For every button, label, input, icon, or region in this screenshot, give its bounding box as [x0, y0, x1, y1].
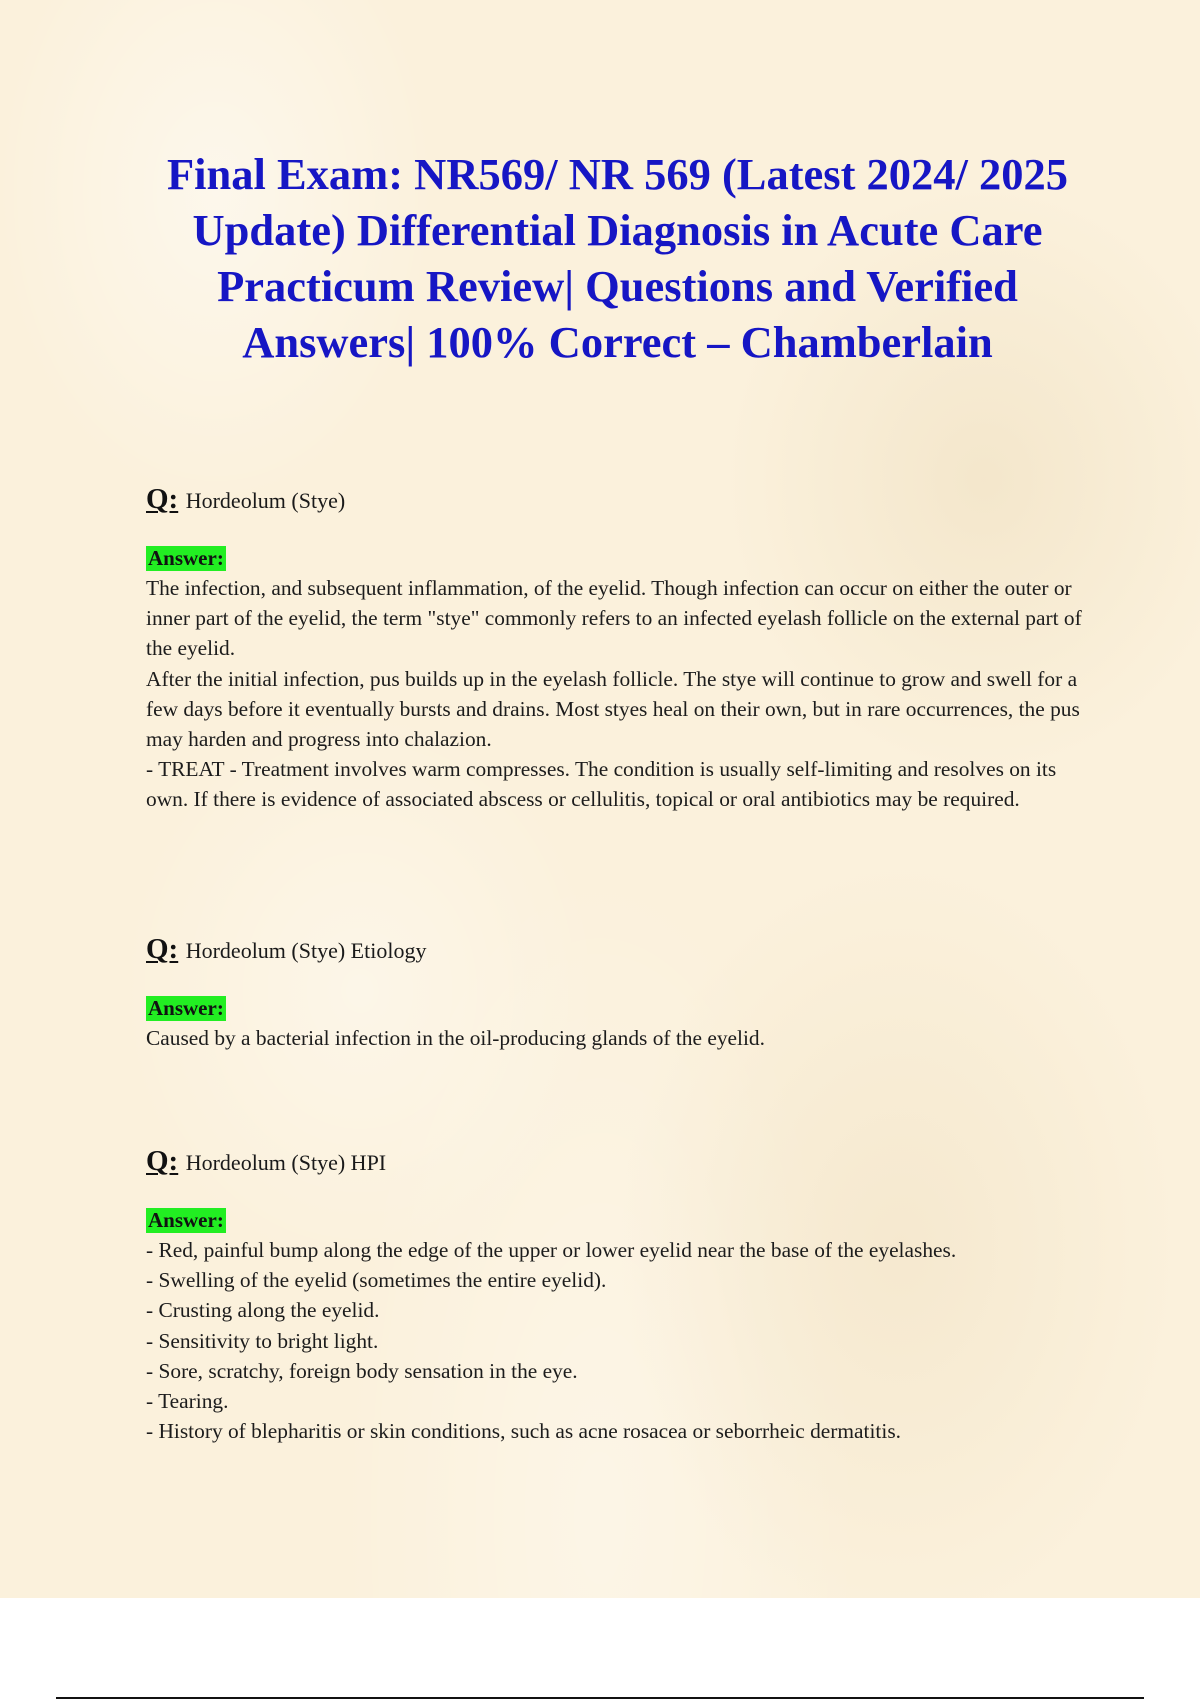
question-label: Q:	[146, 1145, 179, 1177]
answer-label: Answer:	[148, 996, 224, 1020]
answer-text: Caused by a bacterial infection in the oil-producing glands of the eyelid.	[146, 1026, 765, 1050]
question-line	[146, 934, 1086, 966]
answer-label: Answer:	[148, 1208, 224, 1232]
qa-item	[146, 484, 1086, 815]
question-line	[146, 484, 1086, 516]
question-label: Q:	[146, 483, 179, 515]
qa-item	[146, 1146, 1086, 1446]
qa-item	[146, 934, 1086, 1053]
question-text: Hordeolum (Stye)	[185, 488, 346, 513]
document-title: Final Exam: NR569/ NR 569 (Latest 2024/ 2025 Update) Differential Diagnosis in Acute Care Practicum Review| Questions and Verified Answers| 100% Correct – Chamberlain	[166, 149, 1069, 367]
question-text: Hordeolum (Stye) HPI	[185, 1150, 387, 1175]
answer-text: - Red, painful bump along the edge of the upper or lower eyelid near the base of the eyelashes. - Swelling of the eyelid (sometimes the entire eyelid). - Crusting along the eyelid. - Sensitivity to bright light. - Sore, scratchy, foreign body sensation in the eye. - Tearing. - History of blepharitis or skin conditions, such as acne rosacea or seborrheic dermatitis.	[146, 1238, 957, 1444]
question-text: Hordeolum (Stye) Etiology	[185, 938, 427, 963]
answer-text: The infection, and subsequent inflammation, of the eyelid. Though infection can occur on either the outer or inner part of the eyelid, the term "stye" commonly refers to an infected eyelash follicle on the external part of the eyelid. After the initial infection, pus builds up in the eyelash follicle. The stye will continue to grow and swell for a few days before it eventually bursts and drains. Most styes heal on their own, but in rare occurrences, the pus may harden and progress into chalazion. - TREAT - Treatment involves warm compresses. The condition is usually self-limiting and resolves on its own. If there is evidence of associated abscess or cellulitis, topical or oral antibiotics may be required.	[146, 576, 1082, 812]
question-label: Q:	[146, 933, 179, 965]
page-footer-rule	[56, 1697, 1144, 1699]
answer-label: Answer:	[148, 546, 224, 570]
question-line	[146, 1146, 1086, 1178]
